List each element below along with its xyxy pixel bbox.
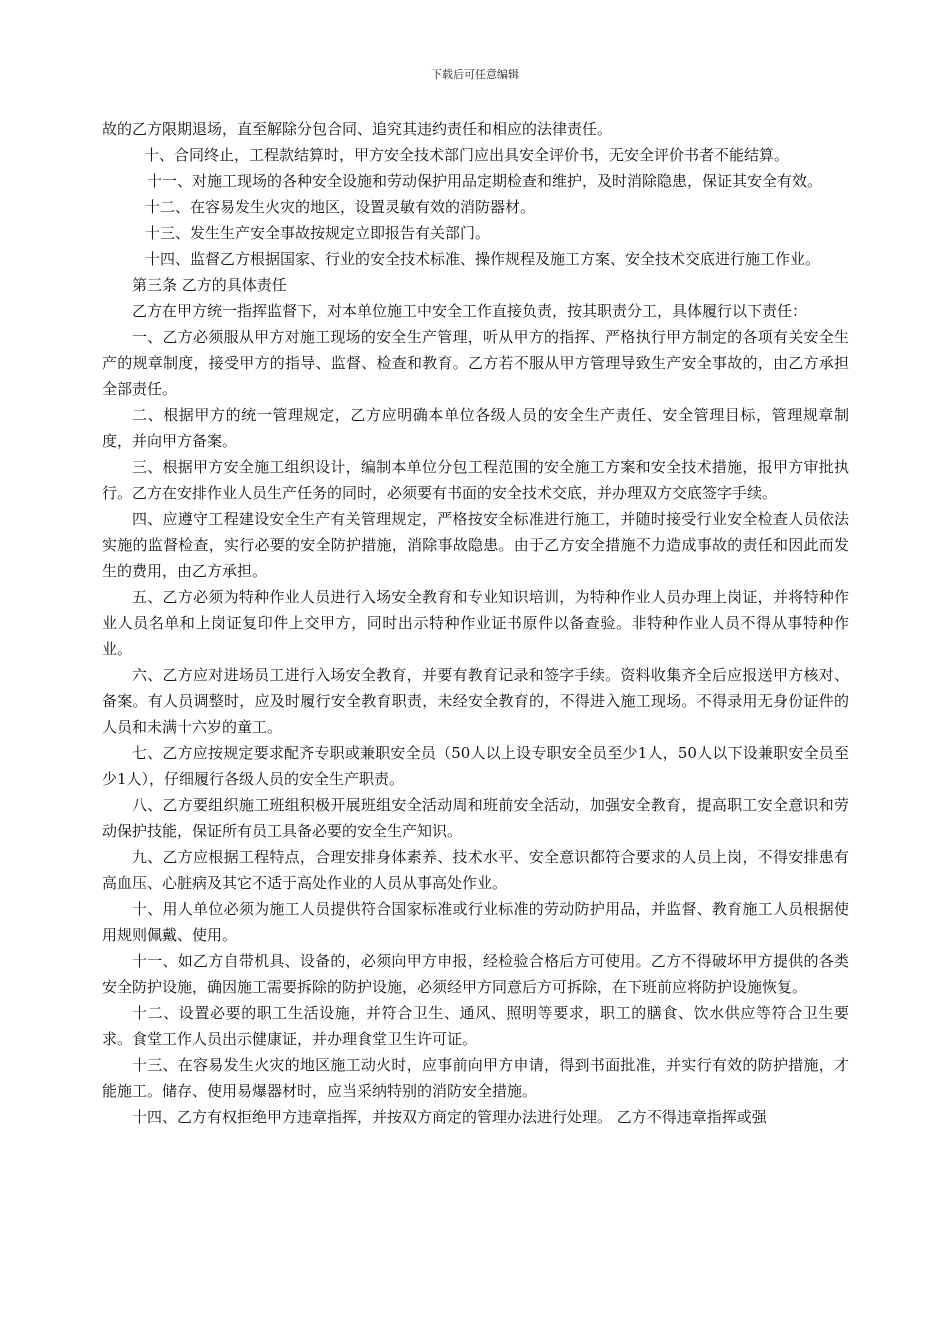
- paragraph: 十二、设置必要的职工生活设施，并符合卫生、通风、照明等要求，职工的膳食、饮水供应等符合卫生要求。食堂工作人员出示健康证，并办理食堂卫生许可证。: [102, 1004, 849, 1048]
- paragraph: 一、乙方必须服从甲方对施工现场的安全生产管理，听从甲方的指挥、严格执行甲方制定的各项有关安全生产的规章制度，接受甲方的指导、监督、检查和教育。乙方若不服从甲方管理导致生产安全事故的，由乙方承担全部责任。: [102, 328, 849, 398]
- paragraph: 十、用人单位必须为施工人员提供符合国家标准或行业标准的劳动防护用品，并监督、教育施工人员根据使用规则佩戴、使用。: [102, 900, 849, 944]
- paragraph: 十三、发生生产安全事故按规定立即报告有关部门。: [145, 224, 491, 242]
- paragraph: 三、根据甲方安全施工组织设计，编制本单位分包工程范围的安全施工方案和安全技术措施，报甲方审批执行。乙方在安排作业人员生产任务的同时，必须要有书面的安全技术交底，并办理双方交底签字手续。: [102, 458, 849, 502]
- paragraph: 十、合同终止，工程款结算时，甲方安全技术部门应出具安全评价书，无安全评价书者不能结算。: [144, 146, 790, 164]
- paragraph: 十四、乙方有权拒绝甲方违章指挥，并按双方商定的管理办法进行处理。 乙方不得违章指挥或强: [132, 1108, 767, 1126]
- paragraph: 五、乙方必须为特种作业人员进行入场安全教育和专业知识培训，为特种作业人员办理上岗证，并将特种作业人员名单和上岗证复印件上交甲方，同时出示特种作业证书原件以备查验。非特种作业人员不得从事特种作业。: [102, 588, 849, 658]
- paragraph: 故的乙方限期退场，直至解除分包合同、追究其违约责任和相应的法律责任。: [102, 120, 613, 138]
- paragraph: 二、根据甲方的统一管理规定，乙方应明确本单位各级人员的安全生产责任、安全管理目标，管理规章制度，并向甲方备案。: [102, 406, 849, 450]
- paragraph: 六、乙方应对进场员工进行入场安全教育，并要有教育记录和签字手续。资料收集齐全后应报送甲方核对、备案。有人员调整时，应及时履行安全教育职责，未经安全教育的，不得进入施工现场。不得录用无身份证件的人员和未满十六岁的童工。: [102, 666, 849, 736]
- paragraph: 七、乙方应按规定要求配齐专职或兼职安全员（50人以上设专职安全员至少1人，50人以下设兼职安全员至少1人），仔细履行各级人员的安全生产职责。: [102, 744, 849, 788]
- paragraph: 十二、在容易发生火灾的地区，设置灵敏有效的消防器材。: [145, 198, 536, 216]
- paragraph: 八、乙方要组织施工班组积极开展班组安全活动周和班前安全活动，加强安全教育，提高职工安全意识和劳动保护技能，保证所有员工具备必要的安全生产知识。: [102, 796, 849, 840]
- paragraph: 九、乙方应根据工程特点，合理安排身体素养、技术水平、安全意识都符合要求的人员上岗，不得安排患有高血压、心脏病及其它不适于高处作业的人员从事高处作业。: [102, 848, 849, 892]
- document-body: [102, 116, 849, 1130]
- paragraph: 四、应遵守工程建设安全生产有关管理规定，严格按安全标准进行施工，并随时接受行业安全检查人员依法实施的监督检查，实行必要的安全防护措施，消除事故隐患。由于乙方安全措施不力造成事故的责任和因此而发生的费用，由乙方承担。: [102, 510, 849, 580]
- page-header: 下载后可任意编辑: [431, 68, 519, 81]
- paragraph: 十三、在容易发生火灾的地区施工动火时，应事前向甲方申请，得到书面批准，并实行有效的防护措施，才能施工。储存、使用易爆器材时，应当采纳特别的消防安全措施。: [102, 1056, 849, 1100]
- section-heading: 第三条 乙方的具体责任: [132, 276, 287, 294]
- paragraph: 十四、监督乙方根据国家、行业的安全技术标准、操作规程及施工方案、安全技术交底进行施工作业。: [145, 250, 821, 268]
- paragraph: 乙方在甲方统一指挥监督下，对本单位施工中安全工作直接负责，按其职责分工，具体履行以下责任：: [132, 302, 808, 320]
- paragraph: 十一、如乙方自带机具、设备的，必须向甲方申报，经检验合格后方可使用。乙方不得破坏甲方提供的各类安全防护设施，确因施工需要拆除的防护设施，必须经甲方同意后方可拆除，在下班前应将防护设施恢复。: [102, 952, 849, 996]
- paragraph: 十一、对施工现场的各种安全设施和劳动保护用品定期检查和维护，及时消除隐患，保证其安全有效。: [147, 172, 823, 190]
